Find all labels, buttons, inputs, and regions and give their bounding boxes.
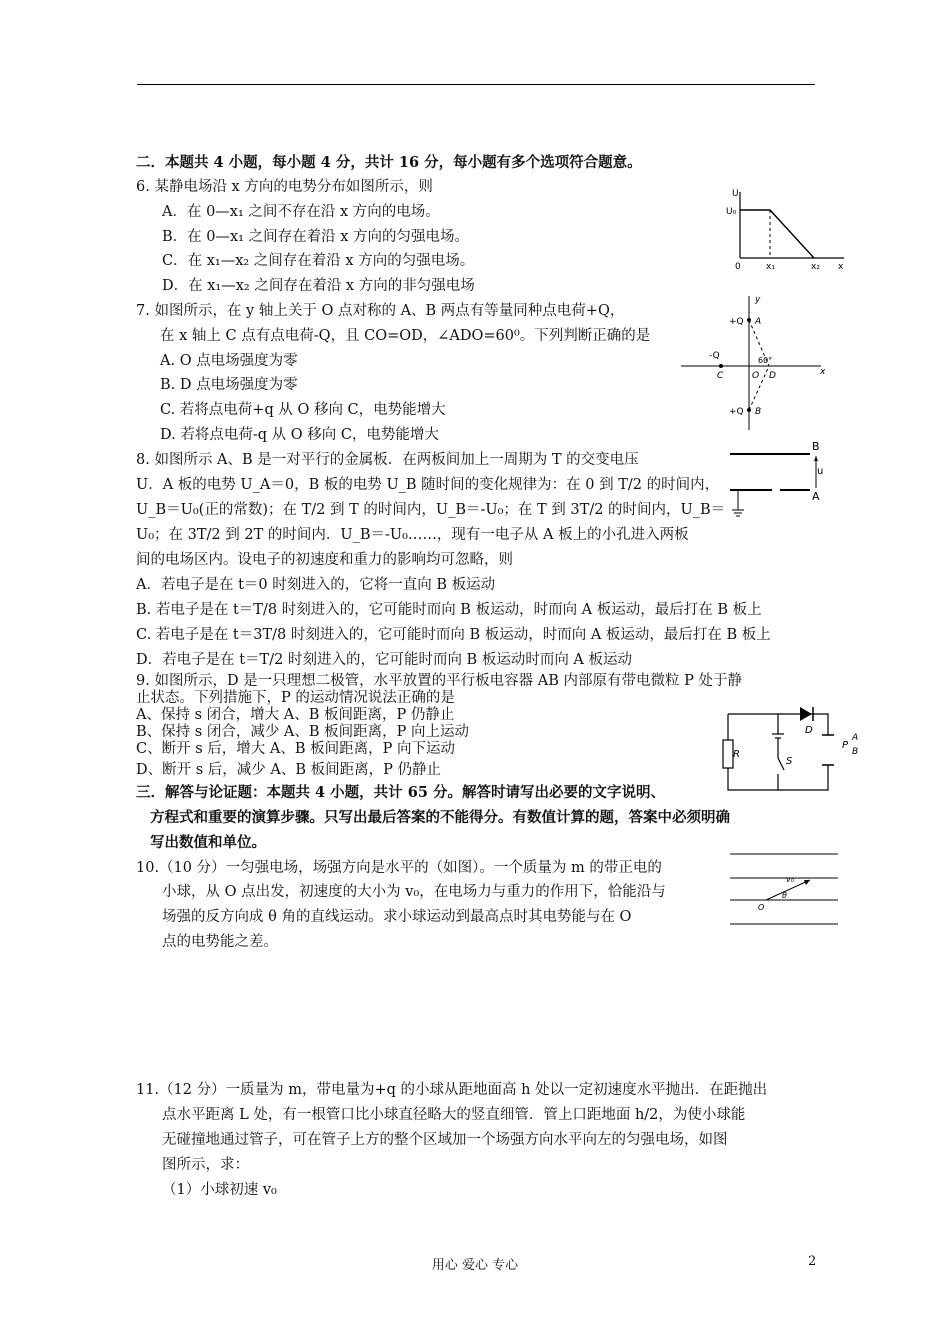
q6-stem: 6. 某静电场沿 x 方向的电势分布如图所示，则	[136, 179, 433, 195]
fig8-a-label: A	[812, 490, 820, 503]
fig7-angle-label: 60°	[758, 356, 773, 365]
page-footer: 用心 爱心 专心	[431, 1258, 519, 1273]
q7-option-d: D. 若将点电荷-q 从 O 移向 C，电势能增大	[160, 427, 439, 443]
fig7-qa-label: +Q	[729, 317, 744, 327]
q9-circuit-diagram	[718, 700, 868, 795]
q10-line-1: 10.（10 分）一匀强电场，场强方向是水平的（如图）。一个质量为 m 的带正电的	[136, 860, 662, 876]
fig7-qb-label: +Q	[729, 407, 744, 417]
q10-line-2: 小球，从 O 点出发，初速度的大小为 v₀，在电场力与重力的作用下，恰能沿与	[162, 884, 666, 900]
q8-line-2: U．A 板的电势 U_A＝0，B 板的电势 U_B 随时间的变化规律为：在 0 到 T/2 的时间内，	[136, 477, 720, 493]
graph-u-label: U	[732, 189, 739, 199]
q8-line-1: 8. 如图所示 A、B 是一对平行的金属板．在两板间加上一周期为 T 的交变电压	[136, 452, 639, 468]
q7-option-b: B. D 点电场强度为零	[160, 377, 298, 393]
fig9-r-label: R	[733, 749, 740, 760]
q7-line-2: 在 x 轴上 C 点有点电荷-Q，且 CO=OD，∠ADO=60⁰。下列判断正确的是	[160, 328, 651, 344]
q8-option-b: B. 若电子是在 t＝T/8 时刻进入的，它可能时而向 B 板运动，时而向 A 板运动，最后打在 B 板上	[136, 602, 762, 618]
graph-origin-label: 0	[735, 262, 741, 272]
q6-option-a: A．在 0—x₁ 之间不存在沿 x 方向的电场。	[162, 204, 440, 220]
q7-option-c: C. 若将点电荷+q 从 O 移向 C，电势能增大	[160, 402, 446, 418]
q7-line-1: 7. 如图所示，在 y 轴上关于 O 点对称的 A、B 两点有等量同种点电荷+Q，	[136, 303, 625, 319]
graph-u0-label: U₀	[726, 207, 737, 217]
q9-option-a: A、保持 s 闭合，增大 A、B 板间距离，P 仍静止	[136, 707, 455, 723]
q8-plates-diagram	[728, 440, 828, 525]
q8-option-c: C. 若电子是在 t＝3T/8 时刻进入的，它可能时而向 B 板运动，时而向 A 板运动，最后打在 B 板上	[136, 627, 771, 643]
fig7-qc-label: -Q	[709, 351, 720, 361]
q11-line-2: 点水平距离 L 处，有一根管口比小球直径略大的竖直细管．管上口距地面 h/2，为使小球能	[162, 1107, 746, 1123]
fig9-p-label: P	[842, 740, 849, 751]
graph-x2-label: x₂	[811, 262, 820, 272]
fig10-theta-label: θ	[782, 891, 787, 900]
q6-potential-graph	[726, 186, 850, 272]
q11-line-5: （1）小球初速 v₀	[162, 1182, 277, 1198]
fig9-a-label: A	[852, 733, 859, 743]
q11-line-1: 11.（12 分）一质量为 m，带电量为+q 的小球从距地面高 h 处以一定初速度水平抛出．在距抛出	[136, 1082, 768, 1098]
q11-line-4: 图所示，求：	[162, 1157, 249, 1173]
fig10-o-label: O	[758, 903, 765, 912]
fig8-u-label: u	[817, 466, 824, 477]
fig7-b-label: B	[755, 407, 762, 417]
graph-x1-label: x₁	[766, 262, 775, 272]
q9-option-c: C、断开 s 后，增大 A、B 板间距离，P 向下运动	[136, 741, 455, 757]
fig9-b-label: B	[852, 747, 859, 757]
header-rule	[137, 84, 815, 85]
q9-line-2: 止状态。下列措施下，P 的运动情况说法正确的是	[136, 690, 455, 706]
q7-charge-diagram	[681, 292, 827, 432]
q8-option-a: A．若电子是在 t＝0 时刻进入的，它将一直向 B 板运动	[136, 577, 496, 593]
q6-option-d: D．在 x₁—x₂ 之间存在着沿 x 方向的非匀强电场	[162, 278, 475, 294]
fig7-o-label: O	[752, 371, 760, 381]
q6-option-b: B．在 0—x₁ 之间存在着沿 x 方向的匀强电场。	[162, 229, 469, 245]
fig10-v0-label: v₀	[786, 875, 794, 884]
fig7-a-label: A	[755, 317, 762, 327]
fig9-s-label: S	[786, 756, 793, 767]
q7-option-a: A. O 点电场强度为零	[160, 353, 298, 369]
section3-line-1: 三．解答与论证题：本题共 4 小题，共计 65 分。解答时请写出必要的文字说明、	[136, 784, 665, 801]
fig7-c-label: C	[717, 371, 724, 381]
q10-field-diagram	[730, 848, 842, 928]
section2-heading: 二．本题共 4 小题，每小题 4 分，共计 16 分，每小题有多个选项符合题意。	[136, 154, 642, 171]
page-number: 2	[808, 1254, 817, 1269]
graph-x-label: x	[838, 262, 844, 272]
q11-line-3: 无碰撞地通过管子，可在管子上方的整个区域加一个场强方向水平向左的匀强电场，如图	[162, 1132, 728, 1148]
q10-line-4: 点的电势能之差。	[162, 934, 278, 950]
q9-option-b: B、保持 s 闭合，减少 A、B 板间距离，P 向上运动	[136, 724, 470, 740]
section3-line-3: 写出数值和单位。	[150, 834, 266, 851]
q8-line-3: U_B＝U₀(正的常数)；在 T/2 到 T 的时间内，U_B＝-U₀；在 T 到 3T/2 的时间内，U_B＝	[136, 502, 726, 518]
fig7-y-label: y	[755, 295, 761, 305]
fig7-x-label: x	[820, 367, 826, 377]
fig9-d-label: D	[805, 725, 813, 736]
fig7-d-label: D	[769, 371, 776, 381]
fig8-b-label: B	[812, 440, 820, 453]
q10-line-3: 场强的反方向成 θ 角的直线运动。求小球运动到最高点时其电势能与在 O	[162, 909, 632, 925]
q8-line-4: U₀；在 3T/2 到 2T 的时间内．U_B＝-U₀……，现有一电子从 A 板上的小孔进入两板	[136, 527, 689, 543]
q9-line-1: 9. 如图所示，D 是一只理想二极管，水平放置的平行板电容器 AB 内部原有带电微粒 P 处于静	[136, 673, 742, 689]
q8-option-d: D．若电子是在 t＝T/2 时刻进入的，它可能时而向 B 板运动时而向 A 板运动	[136, 652, 633, 668]
q8-line-5: 间的电场区内。设电子的初速度和重力的影响均可忽略，则	[136, 552, 513, 568]
q9-option-d: D、断开 s 后，减少 A、B 板间距离，P 仍静止	[136, 762, 441, 778]
section3-line-2: 方程式和重要的演算步骤。只写出最后答案的不能得分。有数值计算的题，答案中必须明确	[150, 809, 730, 826]
q6-option-c: C．在 x₁—x₂ 之间存在着沿 x 方向的匀强电场。	[162, 253, 475, 269]
